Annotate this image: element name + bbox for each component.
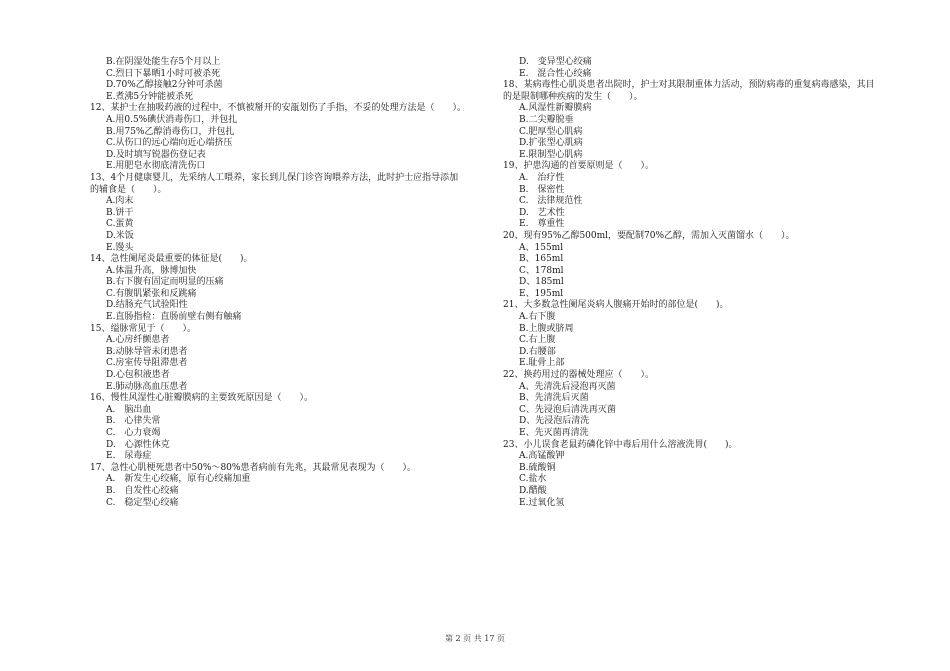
- answer-option: C. 心力衰竭: [106, 428, 161, 438]
- answer-option: C.盐水: [519, 474, 547, 485]
- answer-option: E. 尿毒症: [106, 451, 152, 462]
- answer-option: C.右上腹: [519, 335, 556, 346]
- answer-option: E.用肥皂水彻底清洗伤口: [106, 161, 206, 172]
- answer-option: D. 艺术性: [519, 207, 565, 218]
- question-stem: 17、急性心肌梗死患者中50%～80%患者病前有先兆，其最常见表现为（ ）。: [90, 462, 416, 473]
- question-stem: 15、缢脉常见于（ ）。: [90, 323, 196, 334]
- answer-option: B.上腹或脐周: [519, 323, 574, 334]
- answer-option: D.右腰部: [519, 346, 556, 357]
- answer-option: E. 混合性心绞痛: [519, 68, 592, 79]
- question-stem: 21、大多数急性阑尾炎病人腹痛开始时的部位是( )。: [503, 300, 729, 311]
- answer-option: A、155ml: [519, 242, 564, 253]
- answer-option: B、165ml: [519, 254, 564, 265]
- answer-option: D. 变异型心绞痛: [519, 57, 592, 67]
- question-stem: 14、急性阑尾炎最重要的体征是( )。: [90, 254, 253, 265]
- answer-option: E.直肠指检：直肠前壁右侧有触痛: [106, 312, 242, 323]
- question-stem: 16、慢性风湿性心脏瓣膜病的主要致死原因是（ ）。: [90, 393, 313, 404]
- answer-option: A.右下腹: [519, 312, 556, 323]
- answer-option: A. 脑出血: [106, 404, 152, 415]
- answer-option: C.烈日下暴晒1小时可被杀死: [106, 68, 221, 79]
- question-block: [90, 103, 490, 173]
- answer-option: E.耻骨上部: [519, 358, 565, 369]
- answer-option: E、195ml: [519, 288, 564, 299]
- answer-option: C.房室传导阻滞患者: [106, 358, 188, 369]
- answer-option: A.心房纤颤患者: [106, 335, 170, 346]
- answer-option: A.体温升高，脉博加快: [106, 265, 197, 276]
- answer-option: D、先浸泡后清洗: [519, 416, 590, 427]
- right-column: [503, 57, 903, 509]
- answer-option: D.醋酸: [519, 485, 547, 496]
- answer-option: B.二尖瓣脱垂: [519, 114, 574, 125]
- answer-option: B、先清洗后灭菌: [519, 393, 589, 404]
- answer-option: C. 法律规范性: [519, 196, 583, 207]
- answer-option: E.过氧化氢: [519, 497, 565, 508]
- answer-option: A.肉末: [106, 196, 134, 207]
- question-stem: 19、护患沟通的首要原则是（ ）。: [503, 161, 654, 172]
- answer-option: A. 治疗性: [519, 172, 565, 183]
- question-stem: 12、某护士在抽吸药液的过程中，不慎被掰开的安瓿划伤了手指，不妥的处理方法是（ ）。: [90, 103, 466, 114]
- question-block: [90, 57, 490, 103]
- answer-option: C. 稳定型心绞痛: [106, 497, 179, 508]
- answer-option: B. 心律失常: [106, 416, 161, 427]
- answer-option: A.用0.5%碘伏消毒伤口，并包扎: [106, 114, 238, 125]
- answer-option: E.限制型心肌病: [519, 149, 583, 160]
- answer-option: A.高锰酸钾: [519, 451, 565, 462]
- answer-option: C.从伤口的远心端向近心端挤压: [106, 138, 233, 149]
- question-block: [503, 300, 903, 370]
- answer-option: E.煮沸5分钟能被杀死: [106, 91, 194, 102]
- question-block: [503, 57, 903, 80]
- answer-option: A、先清洗后浸泡再灭菌: [519, 381, 616, 392]
- answer-option: D.结肠充气试验阳性: [106, 300, 188, 311]
- page-footer: 第 2 页 共 17 页: [445, 634, 505, 643]
- answer-option: D.米饭: [106, 230, 134, 241]
- answer-option: B. 自发性心绞痛: [106, 485, 179, 496]
- question-block: [90, 463, 490, 509]
- question-block: [503, 231, 903, 301]
- answer-option: B.饼干: [106, 207, 134, 218]
- answer-option: D.扩张型心肌病: [519, 138, 583, 149]
- answer-option: C.蛋黄: [106, 219, 134, 230]
- answer-option: A.风湿性新瓣膜病: [519, 103, 592, 114]
- question-stem: 22、换药用过的器械处理应（ ）。: [503, 370, 654, 381]
- question-stem: 18、某病毒性心肌炎患者出院时，护士对其限制重体力活动，预防病毒的重复病毒感染，其目 的是限制哪种疾病的发生（ ）。: [503, 80, 875, 102]
- question-block: [90, 254, 490, 324]
- answer-option: E.肺动脉高血压患者: [106, 381, 188, 392]
- answer-option: C、178ml: [519, 265, 564, 276]
- answer-option: B.右下腹有固定而明显的压痛: [106, 277, 224, 288]
- question-block: [90, 393, 490, 463]
- answer-option: B.动脉导管未闭患者: [106, 346, 188, 357]
- question-block: [503, 440, 903, 510]
- question-block: [503, 370, 903, 440]
- answer-option: A. 新发生心绞痛，原有心绞痛加重: [106, 474, 251, 485]
- question-stem: 20、现有95%乙醇500ml，要配制70%乙醇，需加入灭菌馏水（ ）。: [503, 230, 795, 241]
- answer-option: D.心包积液患者: [106, 370, 170, 381]
- answer-option: D. 心源性休克: [106, 439, 170, 450]
- answer-option: D、185ml: [519, 277, 564, 288]
- question-block: [503, 161, 903, 231]
- answer-option: B.在阴湿处能生存5个月以上: [106, 57, 221, 67]
- answer-option: E、先灭菌再清洗: [519, 428, 589, 438]
- answer-option: E.馒头: [106, 242, 134, 253]
- question-block: [503, 80, 903, 161]
- answer-option: C、先浸泡后清洗再灭菌: [519, 404, 616, 415]
- answer-option: C.肥厚型心肌病: [519, 126, 583, 137]
- question-stem: 13、4个月健康婴儿，先采纳人工喂养，家长到儿保门诊咨询喂养方法，此时护士应指导添加 的辅食是（ ）。: [90, 172, 459, 195]
- left-column: [90, 57, 490, 509]
- answer-option: E. 尊重性: [519, 219, 565, 230]
- answer-option: D.70%乙醇接触2分钟可杀菌: [106, 80, 223, 91]
- question-stem: 23、小儿误食老鼠药磷化锌中毒后用什么溶液洗胃( )。: [503, 439, 738, 450]
- answer-option: B.硫酸铜: [519, 462, 556, 473]
- answer-option: C.有腹肌紧张和反跳痛: [106, 288, 197, 299]
- answer-option: D.及时填写锐器伤登记表: [106, 149, 206, 160]
- question-block: [90, 324, 490, 394]
- answer-option: B. 保密性: [519, 184, 565, 195]
- question-block: [90, 173, 490, 254]
- answer-option: B.用75%乙醇消毒伤口，并包扎: [106, 126, 235, 137]
